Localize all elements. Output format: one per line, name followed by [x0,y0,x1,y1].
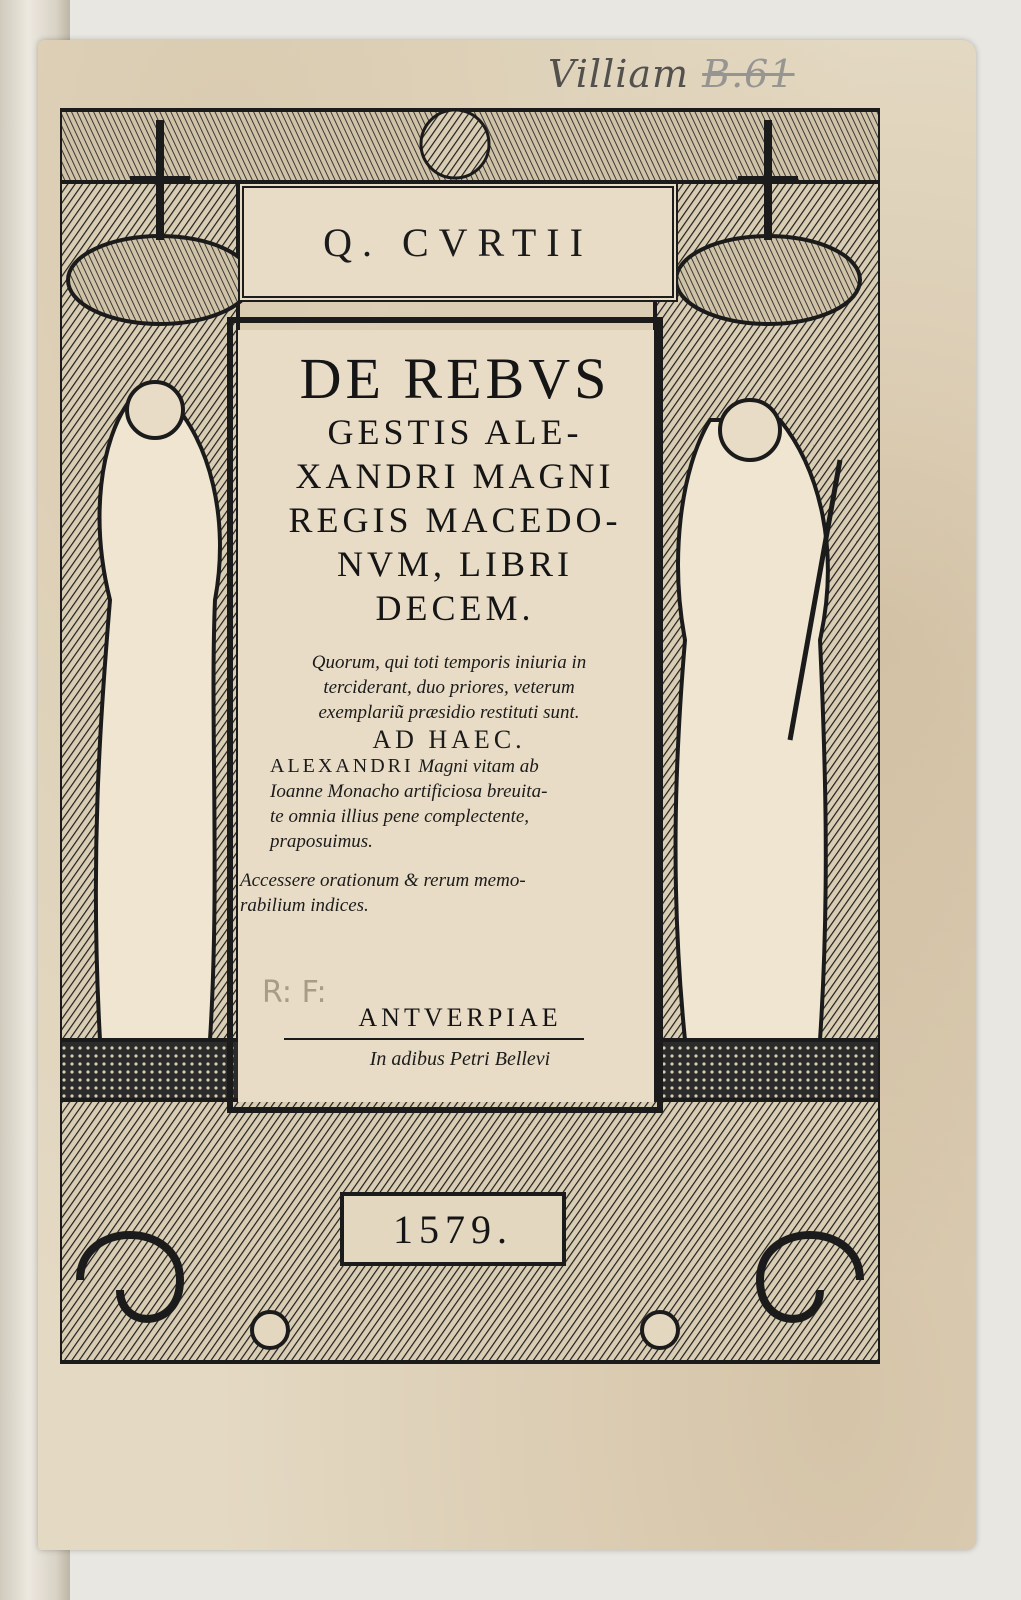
description-line: Quorum, qui toti temporis iniuria in [311,652,587,673]
addition-line: te omnia illius pene complectente, [270,806,530,827]
accessere-line: rabilium indices. [240,895,369,916]
title-line: DECEM. [375,588,535,628]
ad-haec-heading: AD HAEC. [372,725,526,754]
imprint-rule [284,1038,584,1040]
description-line: exemplariũ præsidio restituti sunt. [318,702,580,723]
author-cartouche [238,182,678,302]
addition-line: Magni vitam ab [413,756,539,777]
year-cartouche [340,1192,566,1266]
place-of-printing: ANTVERPIAE [358,1003,562,1032]
title-description [240,650,658,918]
addition-line: praposuimus. [270,831,373,852]
book-title [250,348,660,630]
marginal-mark: R: F: [262,975,327,1010]
addition-block [240,754,658,854]
author-name: Q. CVRTII [323,219,593,265]
title-line: NVM, LIBRI [337,544,573,584]
shelf-mark: B.61 [702,52,795,96]
addition-line: Ioanne Monacho artificiosa breuita- [270,781,548,802]
title-line: REGIS MACEDO- [288,500,622,540]
title-line: XANDRI MAGNI [295,456,615,496]
owner-name: Villiam [548,52,690,96]
alexandri-word: ALEXANDRI [270,755,414,777]
title-line: DE REBVS [299,346,611,411]
title-line: GESTIS ALE- [327,412,583,452]
accessere-line: Accessere orationum & rerum memo- [240,870,526,891]
publication-year: 1579. [393,1206,513,1252]
printer-imprint: In adibus Petri Bellevi [369,1048,551,1070]
description-line: terciderant, duo priores, veterum [323,677,575,698]
accessere-block [240,868,658,918]
